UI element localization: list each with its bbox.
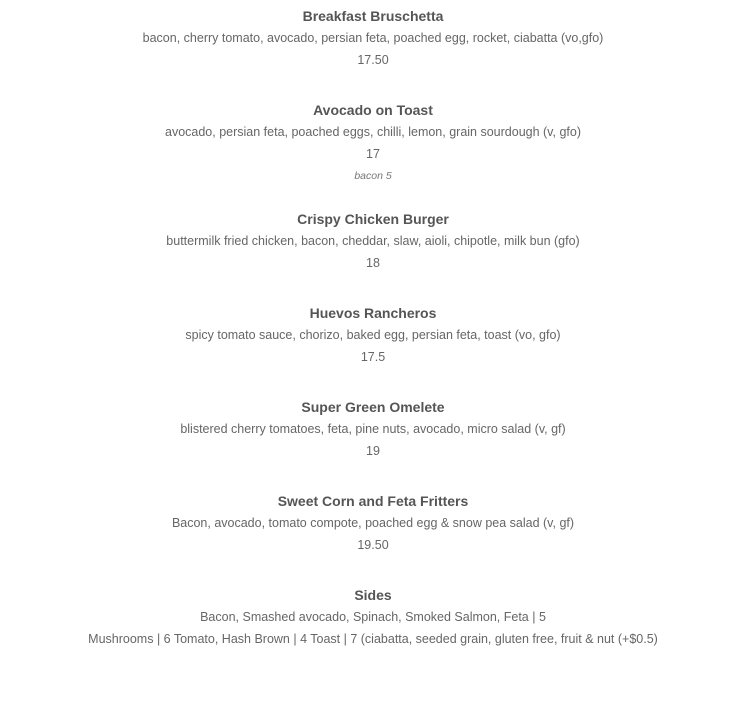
item-price: 19: [366, 444, 380, 458]
menu-item: [0, 209, 746, 274]
sides-section: [0, 585, 746, 650]
menu-item: [0, 100, 746, 187]
item-title: Super Green Omelete: [301, 399, 445, 415]
item-price: 17.5: [360, 350, 386, 364]
item-price: 17: [366, 147, 380, 161]
menu-item: [0, 303, 746, 368]
item-title: Sweet Corn and Feta Fritters: [277, 493, 469, 509]
item-price: 19.50: [357, 538, 389, 552]
item-title: Crispy Chicken Burger: [297, 211, 449, 227]
sides-line: Mushrooms | 6 Tomato, Hash Brown | 4 Toast | 7 (ciabatta, seeded grain, gluten free, fruit & nut (+$0.5): [88, 632, 658, 646]
item-description: blistered cherry tomatoes, feta, pine nuts, avocado, micro salad (v, gf): [180, 422, 566, 436]
item-description: spicy tomato sauce, chorizo, baked egg, persian feta, toast (vo, gfo): [185, 328, 561, 342]
item-title: Avocado on Toast: [313, 102, 433, 118]
item-title: Huevos Rancheros: [309, 305, 437, 321]
item-note: bacon 5: [354, 170, 392, 182]
sides-title: Sides: [354, 587, 392, 603]
item-description: buttermilk fried chicken, bacon, cheddar, slaw, aioli, chipotle, milk bun (gfo): [166, 234, 580, 248]
item-price: 17.50: [357, 53, 389, 67]
menu-item: [0, 397, 746, 462]
item-title: Breakfast Bruschetta: [302, 8, 444, 24]
item-price: 18: [366, 256, 380, 270]
sides-line: Bacon, Smashed avocado, Spinach, Smoked Salmon, Feta | 5: [200, 610, 546, 624]
item-description: Bacon, avocado, tomato compote, poached egg & snow pea salad (v, gf): [171, 516, 575, 530]
item-description: bacon, cherry tomato, avocado, persian feta, poached egg, rocket, ciabatta (vo,gfo): [142, 31, 604, 45]
menu-item: [0, 491, 746, 556]
item-description: avocado, persian feta, poached eggs, chilli, lemon, grain sourdough (v, gfo): [165, 125, 581, 139]
menu-item: [0, 6, 746, 71]
